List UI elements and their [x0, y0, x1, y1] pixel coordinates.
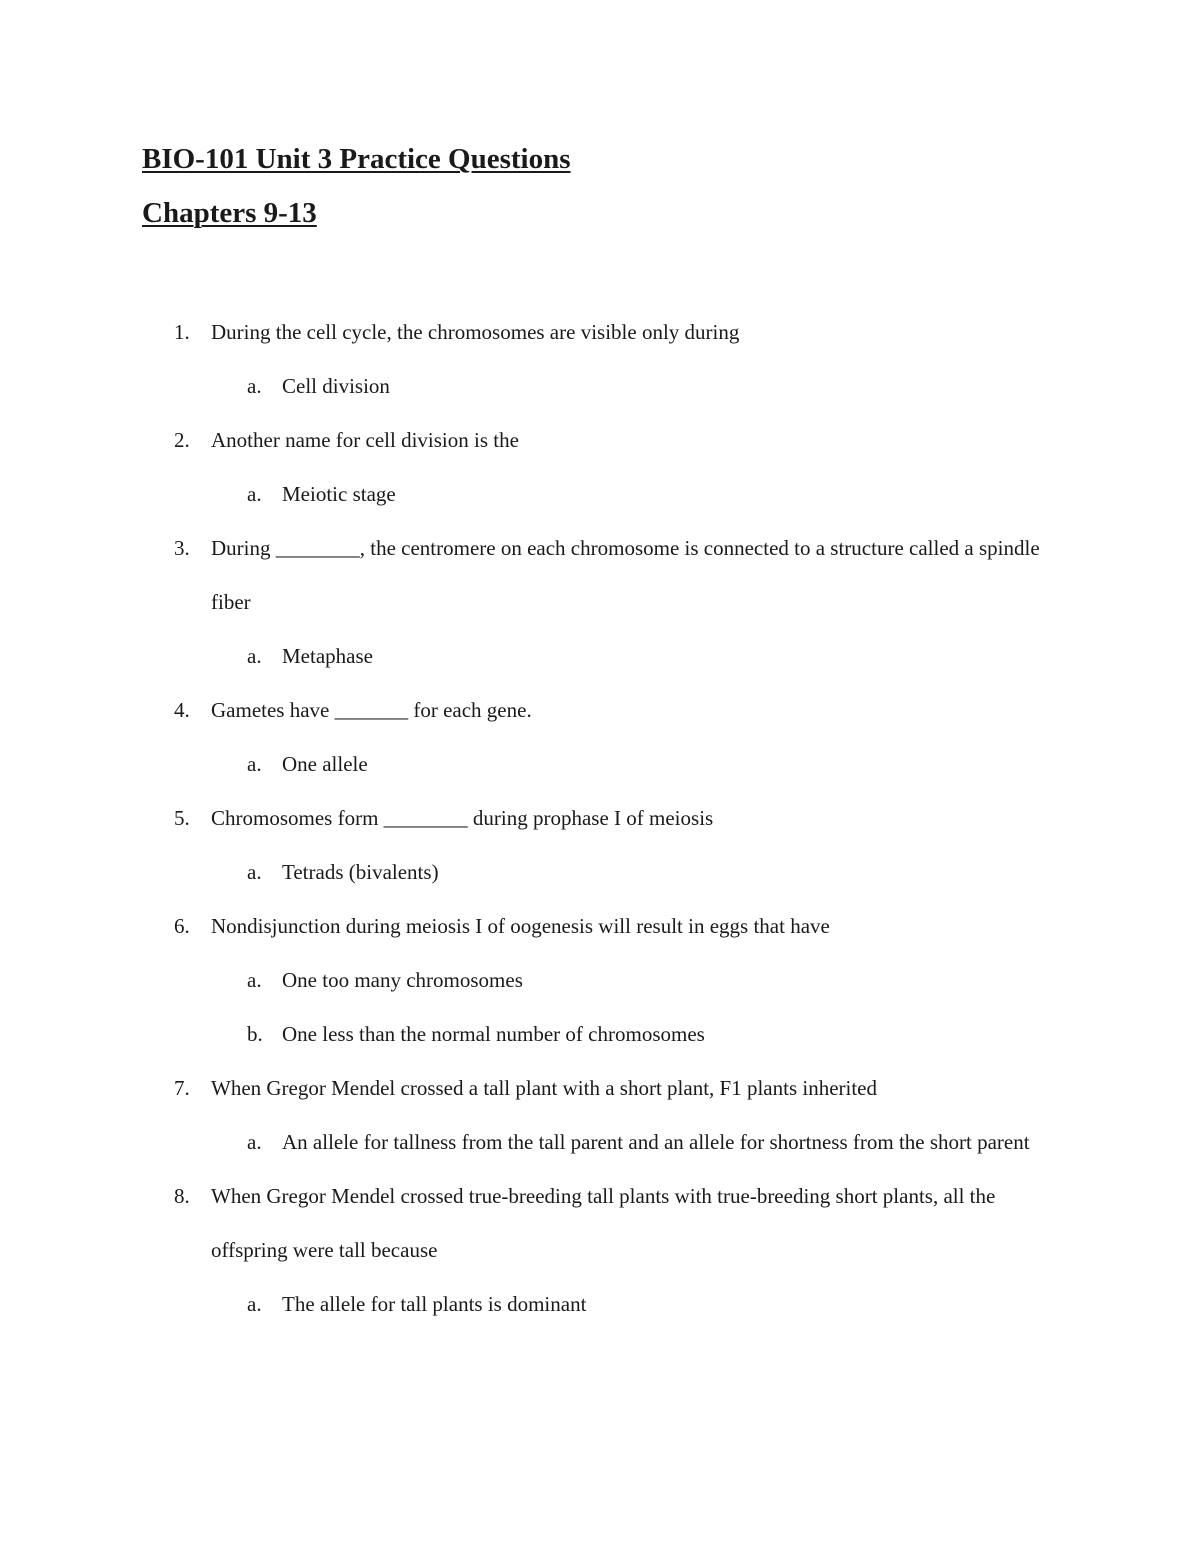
answer-item	[0, 953, 1200, 1007]
answer-item	[0, 1115, 1200, 1169]
question-number: 5.	[174, 806, 190, 830]
answer-text: Tetrads (bivalents)	[282, 860, 439, 884]
question-line	[0, 791, 1200, 845]
question-line	[0, 1169, 1200, 1277]
question-number: 8.	[174, 1184, 190, 1208]
question-item	[0, 521, 1200, 683]
answer-letter: a.	[247, 860, 262, 884]
question-text: Gametes have _______ for each gene.	[211, 698, 532, 722]
answer-letter: a.	[247, 482, 262, 506]
answer-list	[0, 629, 1200, 683]
answer-text: Metaphase	[282, 644, 373, 668]
question-number: 4.	[174, 698, 190, 722]
question-line	[0, 1061, 1200, 1115]
question-line	[0, 521, 1200, 629]
question-text: When Gregor Mendel crossed true-breeding tall plants with true-breeding short plants, all the offspring were tall because	[211, 1184, 996, 1262]
question-item	[0, 305, 1200, 413]
question-line	[0, 305, 1200, 359]
answer-letter: a.	[247, 1130, 262, 1154]
question-item	[0, 899, 1200, 1061]
answer-text: One less than the normal number of chromosomes	[282, 1022, 705, 1046]
question-number: 2.	[174, 428, 190, 452]
answer-item	[0, 359, 1200, 413]
question-line	[0, 683, 1200, 737]
answer-item	[0, 845, 1200, 899]
question-text: When Gregor Mendel crossed a tall plant with a short plant, F1 plants inherited	[211, 1076, 878, 1100]
question-list	[0, 305, 1200, 1331]
question-text: Chromosomes form ________ during prophase I of meiosis	[211, 806, 714, 830]
answer-item	[0, 467, 1200, 521]
answer-list	[0, 467, 1200, 521]
question-number: 6.	[174, 914, 190, 938]
answer-list	[0, 953, 1200, 1061]
answer-item	[0, 1277, 1200, 1331]
question-item	[0, 1169, 1200, 1331]
answer-text: Cell division	[282, 374, 390, 398]
answer-text: One too many chromosomes	[282, 968, 523, 992]
answer-letter: b.	[247, 1022, 263, 1046]
question-text: During the cell cycle, the chromosomes are visible only during	[211, 320, 740, 344]
question-item	[0, 683, 1200, 791]
answer-letter: a.	[247, 968, 262, 992]
answer-letter: a.	[247, 752, 262, 776]
answer-list	[0, 1277, 1200, 1331]
answer-item	[0, 1007, 1200, 1061]
answer-letter: a.	[247, 644, 262, 668]
answer-letter: a.	[247, 374, 262, 398]
question-text: During ________, the centromere on each chromosome is connected to a structure called a spindle fiber	[211, 536, 1040, 614]
answer-list	[0, 1115, 1200, 1169]
question-number: 7.	[174, 1076, 190, 1100]
answer-item	[0, 737, 1200, 791]
answer-text: An allele for tallness from the tall parent and an allele for shortness from the short parent	[282, 1130, 1030, 1154]
answer-text: The allele for tall plants is dominant	[282, 1292, 587, 1316]
question-number: 3.	[174, 536, 190, 560]
answer-text: One allele	[282, 752, 368, 776]
question-line	[0, 899, 1200, 953]
answer-list	[0, 359, 1200, 413]
question-item	[0, 1061, 1200, 1169]
answer-list	[0, 737, 1200, 791]
question-text: Another name for cell division is the	[211, 428, 519, 452]
answer-text: Meiotic stage	[282, 482, 396, 506]
answer-list	[0, 845, 1200, 899]
answer-item	[0, 629, 1200, 683]
question-line	[0, 413, 1200, 467]
question-number: 1.	[174, 320, 190, 344]
document-subtitle: Chapters 9-13	[142, 197, 317, 229]
answer-letter: a.	[247, 1292, 262, 1316]
question-text: Nondisjunction during meiosis I of oogenesis will result in eggs that have	[211, 914, 830, 938]
question-item	[0, 413, 1200, 521]
question-item	[0, 791, 1200, 899]
document-title: BIO-101 Unit 3 Practice Questions	[142, 143, 571, 175]
